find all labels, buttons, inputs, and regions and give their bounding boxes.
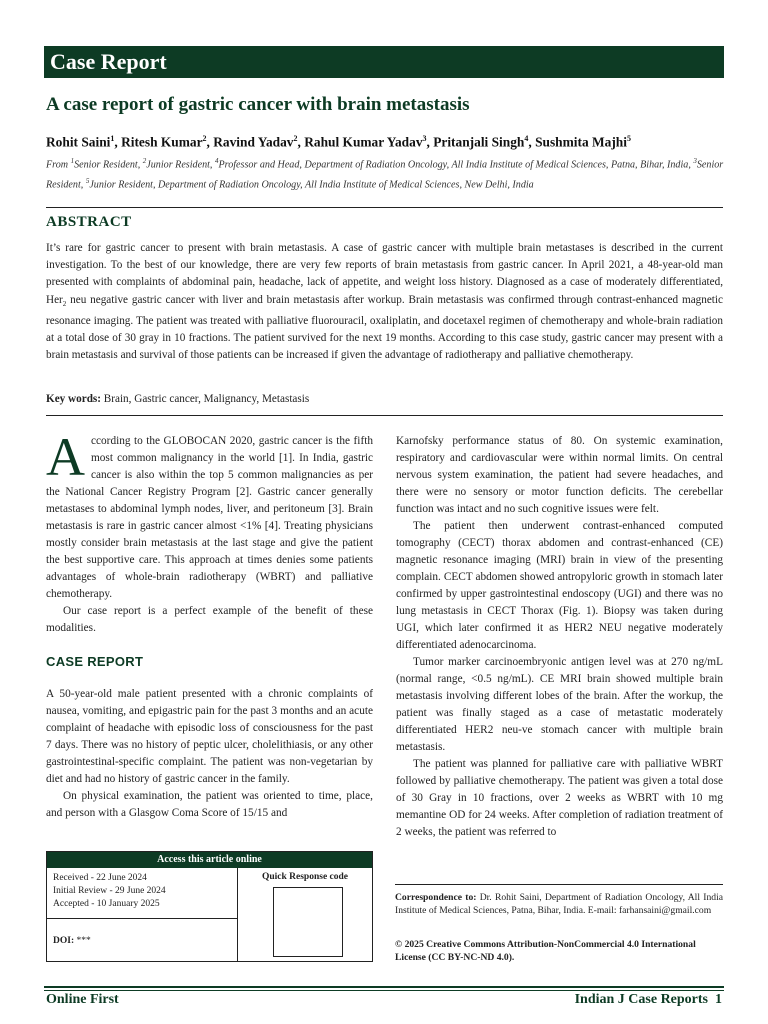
abstract-heading: ABSTRACT bbox=[46, 214, 132, 230]
received-date: Received - 22 June 2024 bbox=[53, 873, 147, 883]
correspondence-text: Dr. Rohit Saini, Department of Radiation Oncology, All India Institute of Medical Sciences, Patna, Bihar, India. E-mail: farhansaini@gmail.com bbox=[395, 892, 723, 916]
review-date: Initial Review - 29 June 2024 bbox=[53, 886, 166, 896]
affil-sup: 4 bbox=[214, 157, 219, 165]
right-column bbox=[396, 433, 723, 841]
affil-text: Senior Resident, bbox=[46, 159, 724, 191]
author-sup: 2 bbox=[202, 134, 207, 143]
article-dates bbox=[47, 868, 238, 961]
author-name: Rahul Kumar Yadav bbox=[304, 134, 423, 150]
affil-text: Junior Resident, bbox=[146, 159, 215, 171]
affil-text: Senior Resident, bbox=[74, 159, 143, 171]
access-box bbox=[46, 851, 373, 962]
author-name: Sushmita Majhi bbox=[535, 134, 627, 150]
case-paragraph: A 50-year-old male patient presented with a chronic complaints of nausea, vomiting, and epigastric pain for the past 3 months and an acute complaint of headache with episodic loss of consciousness for the past 7 days. There was no history of peptic ulcer, cholelithiasis, or any other gastrointestinal-specific complaint. The patient was non-vegetarian by diet and had no history of gastric cancer in the family. bbox=[46, 688, 373, 785]
affil-text: Junior Resident, Department of Radiation Oncology, All India Institute of Medical Sciences, New Delhi, India bbox=[89, 179, 534, 191]
abstract-text bbox=[46, 240, 723, 365]
affil-sup: 2 bbox=[142, 157, 147, 165]
divider bbox=[395, 884, 723, 885]
affiliations bbox=[46, 153, 726, 194]
keywords-list: Brain, Gastric cancer, Malignancy, Metastasis bbox=[101, 393, 310, 405]
license-text: © 2025 Creative Commons Attribution-NonCommercial 4.0 International License (CC BY-NC-ND 4.0). bbox=[395, 939, 696, 963]
abstract-text-a: It’s rare for gastric cancer to present with brain metastasis. A case of gastric cancer with multiple brain metastases is described in the current investigation. To the best of our knowledge, there are very few reports of brain metastasis from gastric cancer. In April 2021, a 48-year-old man presented with complaints of abdominal pain, headache, lack of appetite, and weight loss history. Diagnosed as a case of moderately differentiated, Her bbox=[46, 242, 723, 306]
affil-sup: 1 bbox=[70, 157, 75, 165]
body-paragraph: Karnofsky performance status of 80. On systemic examination, respiratory and cardiovascular were within normal limits. On central nervous system examination, the patient had severe headaches, and there were no sensory or motor function deficits. The cerebellar function was intact and no such cognitive issues were felt. bbox=[396, 435, 723, 515]
accepted-date: Accepted - 10 January 2025 bbox=[53, 899, 160, 909]
author-sup: 1 bbox=[110, 134, 115, 143]
keywords-label: Key words: bbox=[46, 393, 101, 405]
author-sup: 5 bbox=[626, 134, 631, 143]
affil-sup: 5 bbox=[85, 177, 90, 186]
abstract-sub: 2 bbox=[62, 299, 67, 308]
case-report-section bbox=[46, 686, 373, 822]
divider bbox=[46, 415, 723, 416]
intro-paragraph: Our case report is a perfect example of the benefit of these modalities. bbox=[46, 605, 373, 634]
doi-value: *** bbox=[74, 936, 91, 946]
intro-section bbox=[46, 427, 373, 637]
qr-label: Quick Response code bbox=[261, 872, 349, 882]
author-name: Rohit Saini bbox=[46, 134, 111, 150]
section-label: Case Report bbox=[50, 49, 167, 74]
author-name: Pritanjali Singh bbox=[433, 134, 525, 150]
footer-journal bbox=[575, 992, 722, 1008]
abstract-text-b: neu negative gastric cancer with liver and brain metastasis after workup. Brain metastasis was confirmed through contrast-enhanced magnetic resonance imaging. The patient was treated with palliative fluorouracil, oxaliplatin, and docetaxel regimen of chemotherapy and whole-brain radiation at a total dose of 30 gray in 10 fractions. The patient survived for the next 19 months. According to this case study, gastric cancer may present with a brain metastasis and survival of those patients can be increased if given the advantage of radiotherapy and palliative chemotherapy. bbox=[46, 293, 723, 362]
author-sup: 3 bbox=[422, 134, 427, 143]
author-sup: 2 bbox=[293, 134, 298, 143]
access-heading: Access this article online bbox=[47, 852, 372, 868]
author-name: Ravind Yadav bbox=[213, 134, 294, 150]
drop-cap: A bbox=[46, 427, 85, 487]
page-number: 1 bbox=[715, 992, 722, 1007]
intro-paragraph: ccording to the GLOBOCAN 2020, gastric cancer is the fifth most common malignancy in the world [1]. In India, gastric cancer is also within the top 5 common malignancies as per the National Cancer Registry Program [2]. Gastric cancer generally metastases to abdominal lymph nodes, liver, and peritoneum [3]. Brain metastasis is rare in gastric cancer almost <1% [4]. Treating physicians mostly consider brain metastasis at the last stage and give the patient the best supportive care. This approach at times denies some patients advantages of whole-brain radiotherapy (WBRT) and palliative chemotherapy. bbox=[46, 435, 373, 600]
body-paragraph: The patient then underwent contrast-enhanced computed tomography (CECT) thorax abdomen and contrast-enhanced (CE) magnetic resonance imaging (MRI) brain in view of the presenting complain. CECT abdomen showed antropyloric growth in stomach later confirmed by upper gastrointestinal endoscopy (UGI) and there was no lung metastasis in CECT Thorax (Fig. 1). Biopsy was taken during UGI, which later confirmed it as HER2 NEU negative moderately differentiated adenocarcinoma. bbox=[396, 520, 723, 651]
divider bbox=[47, 918, 237, 919]
qr-code-box bbox=[273, 887, 343, 957]
footer-rule bbox=[44, 986, 724, 988]
doi-label: DOI: bbox=[53, 936, 75, 946]
divider bbox=[46, 207, 723, 208]
author-name: Ritesh Kumar bbox=[121, 134, 203, 150]
correspondence bbox=[395, 891, 723, 917]
footer-rule bbox=[44, 990, 724, 991]
article-title: A case report of gastric cancer with brain metastasis bbox=[46, 94, 470, 115]
body-paragraph: The patient was planned for palliative care with palliative WBRT followed by palliative chemotherapy. The patient was given a total dose of 30 Gray in 10 fractions, over 2 weeks as WBRT with 10 mg memantine OD for 24 weeks. After completion of radiation treatment of 2 weeks, the patient was referred to bbox=[396, 758, 723, 838]
keywords bbox=[46, 393, 723, 405]
doi bbox=[53, 936, 91, 946]
affil-from: From bbox=[46, 159, 71, 171]
section-banner bbox=[44, 46, 724, 78]
case-report-heading: CASE REPORT bbox=[46, 654, 144, 669]
affil-text: Professor and Head, Department of Radiation Oncology, All India Institute of Medical Sciences, Patna, Bihar, India, bbox=[218, 159, 694, 171]
journal-name: Indian J Case Reports bbox=[574, 992, 708, 1007]
affil-sup: 3 bbox=[693, 157, 697, 165]
author-list: Rohit Saini$^1$, Ritesh Kumar$^2$, Ravind Yadav$^2$, Rahul Kumar Yadav$^3$, Pritanjali Singh$^4$, Sushmita Majhi$^5$ bbox=[46, 134, 631, 150]
author-sup: 4 bbox=[524, 134, 529, 143]
footer-online-first: Online First bbox=[46, 992, 119, 1007]
correspondence-label: Correspondence to: bbox=[395, 892, 477, 903]
case-paragraph: On physical examination, the patient was oriented to time, place, and person with a Glasgow Coma Score of 15/15 and bbox=[46, 790, 373, 819]
body-paragraph: Tumor marker carcinoembryonic antigen level was at 270 ng/mL (normal range, <0.5 ng/mL). CE MRI brain showed multiple brain metastasis involving different lobes of the brain. After the workup, the patient was finally staged as a case of metastatic moderately differentiated HER2 neu-ve stomach cancer with multiple brain metastasis. bbox=[396, 656, 723, 753]
